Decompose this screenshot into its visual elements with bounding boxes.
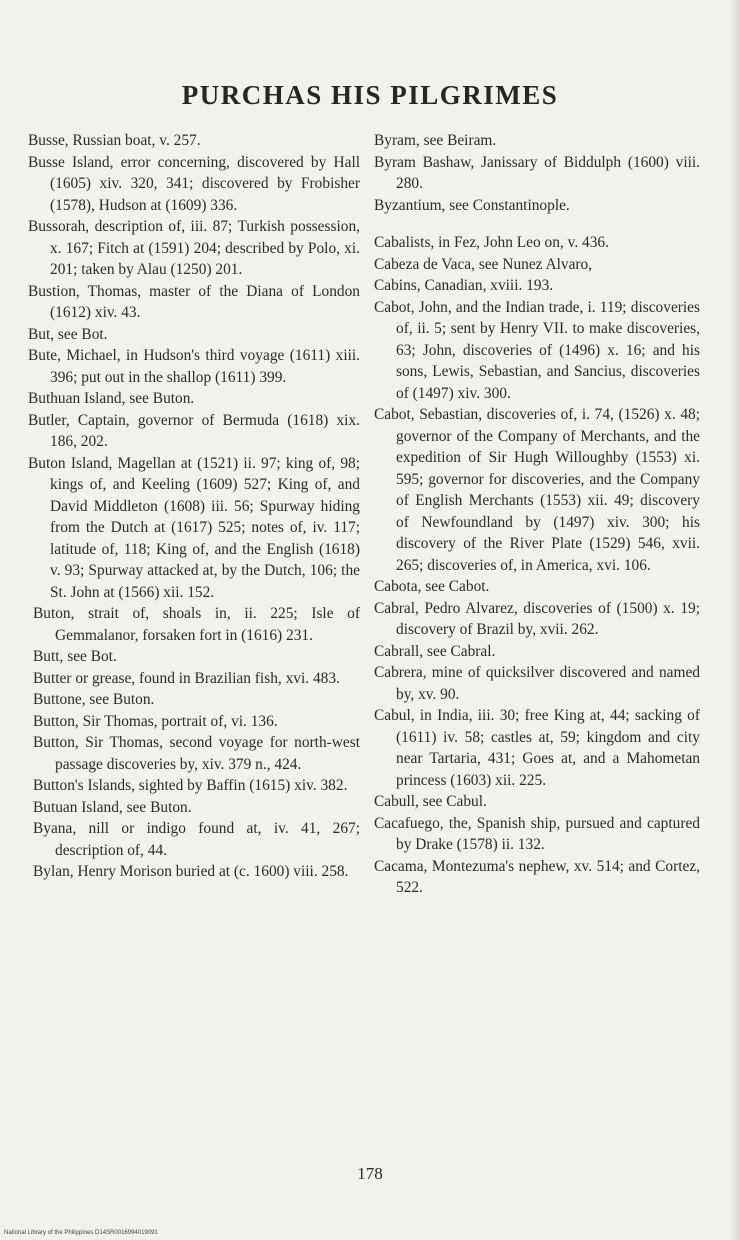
index-entry: Cacafuego, the, Spanish ship, pursued and captured by Drake (1578) ii. 132.: [374, 814, 700, 853]
index-entry: But, see Bot.: [28, 325, 108, 343]
index-entry: Bustion, Thomas, master of the Diana of London (1612) xiv. 43.: [28, 282, 360, 321]
index-entry: Button, Sir Thomas, portrait of, vi. 136.: [33, 712, 278, 730]
index-entry: Cabins, Canadian, xviii. 193.: [374, 277, 554, 294]
page-edge-shadow: [730, 0, 740, 1240]
index-entry: Cabot, Sebastian, discoveries of, i. 74, (1526) x. 48; governor of the Company of Merchants, and the expedition of Sir Hugh Willoughby (1553) xi. 595; governor for discoveries, and the Company of English Merchants (1553) xii. 49; discovery of Newfoundland by (1497) xiv. 300; his discovery of the River Plate (1529) 546, xvii. 265; discoveries of, in America, xvi. 106.: [374, 406, 700, 574]
library-stamp: National Library of the Philippines D14SR0016994019091: [4, 1230, 158, 1236]
index-entry: Bylan, Henry Morison buried at (c. 1600) viii. 258.: [33, 863, 349, 880]
index-entry: Busse, Russian boat, v. 257.: [28, 132, 201, 149]
index-entry: Cabota, see Cabot.: [374, 578, 490, 595]
index-entry: Bussorah, description of, iii. 87; Turkish possession, x. 167; Fitch at (1591) 204; described by Polo, xi. 201; taken by Alau (1250) 201.: [28, 218, 360, 278]
index-column-right: [374, 130, 700, 899]
index-column-left: [28, 130, 360, 883]
index-entry: Butler, Captain, governor of Bermuda (1618) xix. 186, 202.: [28, 411, 360, 450]
index-entry: Cabrera, mine of quicksilver discovered and named by, xv. 90.: [374, 664, 700, 703]
index-entry: Butt, see Bot.: [33, 648, 117, 665]
index-entry: Butuan Island, see Buton.: [33, 798, 192, 816]
index-entry: Cabrall, see Cabral.: [374, 642, 496, 660]
index-entry: Cabot, John, and the Indian trade, i. 119; discoveries of, ii. 5; sent by Henry VII. to make discoveries, 63; John, discoveries of (1496) x. 16; and his sons, Lewis, Sebastian, and Sancius, discoveries of (1497) xiv. 300.: [374, 298, 700, 402]
index-entry: Byram Bashaw, Janissary of Biddulph (1600) viii. 280.: [374, 153, 700, 192]
index-entry: Cacama, Montezuma's nephew, xv. 514; and Cortez, 522.: [374, 857, 700, 896]
index-entry: Buton, strait of, shoals in, ii. 225; Isle of Gemmalanor, forsaken fort in (1616) 231.: [33, 605, 360, 644]
index-entry: Cabalists, in Fez, John Leo on, v. 436.: [374, 234, 609, 251]
index-entry: Butter or grease, found in Brazilian fish, xvi. 483.: [33, 669, 340, 687]
index-entry: Button, Sir Thomas, second voyage for north-west passage discoveries by, xiv. 379 n., 424.: [33, 734, 360, 773]
index-entry: Byram, see Beiram.: [374, 132, 497, 149]
index-entry: Buton Island, Magellan at (1521) ii. 97; king of, 98; kings of, and Keeling (1609) 527; King of, and David Middleton (1608) iii. 56; Spurway hiding from the Dutch at (1617) 525; notes of, iv. 117; latitude of, 118; King of, and the English (1618) v. 93; Spurway attacked at, by the Dutch, 106; the St. John at (1566) xii. 152.: [28, 454, 360, 601]
index-entry: Buttone, see Buton.: [33, 691, 155, 708]
page-title: PURCHAS HIS PILGRIMES: [181, 80, 559, 110]
index-entry: Cabral, Pedro Alvarez, discoveries of (1500) x. 19; discovery of Brazil by, xvii. 262.: [374, 599, 700, 638]
index-entry: Cabul, in India, iii. 30; free King at, 44; sacking of (1611) iv. 58; castles at, 59; kingdom and city near Tartaria, 431; Goes at, and a Mahometan princess (1603) xii. 225.: [374, 707, 700, 789]
page-number: 178: [357, 1164, 383, 1183]
index-entry: Cabull, see Cabul.: [374, 793, 487, 810]
index-entry: Bute, Michael, in Hudson's third voyage (1611) xiii. 396; put out in the shallop (1611) 399.: [28, 347, 360, 386]
index-entry: Byzantium, see Constantinople.: [374, 196, 570, 214]
index-entry: Cabeza de Vaca, see Nunez Alvaro,: [374, 255, 593, 273]
index-entry: Busse Island, error concerning, discovered by Hall (1605) xiv. 320, 341; discovered by Frobisher (1578), Hudson at (1609) 336.: [28, 153, 360, 214]
index-entry: Byana, nill or indigo found at, iv. 41, 267; description of, 44.: [33, 820, 360, 859]
index-entry: Buthuan Island, see Buton.: [28, 390, 195, 407]
index-entry: Button's Islands, sighted by Baffin (1615) xiv. 382.: [33, 777, 348, 794]
